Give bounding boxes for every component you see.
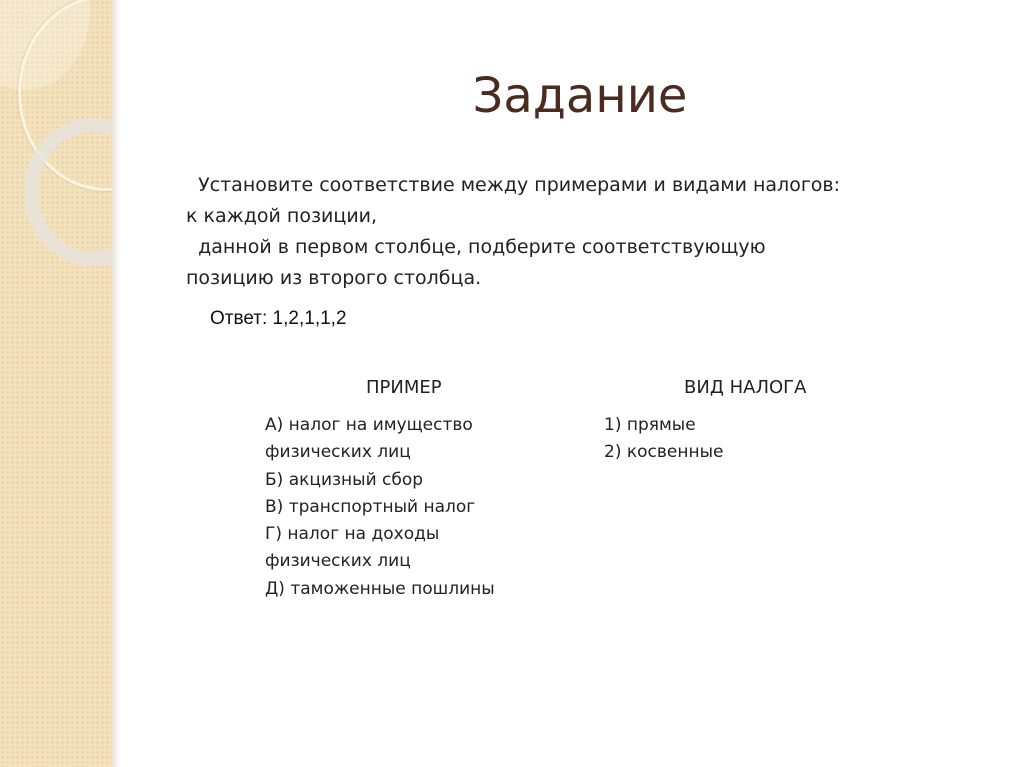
examples-list xyxy=(265,412,495,603)
list-item: Г) налог на доходы xyxy=(265,524,440,545)
right-column-header: ВИД НАЛОГА xyxy=(684,377,807,398)
tax-types-list xyxy=(604,412,723,467)
list-item: физических лиц xyxy=(265,551,411,572)
task-line: Установите соответствие между примерами и видами налогов: xyxy=(186,174,841,196)
answer-text: Ответ: 1,2,1,1,2 xyxy=(210,308,347,329)
list-item: Б) акцизный сбор xyxy=(265,469,424,490)
list-item: физических лиц xyxy=(265,442,411,463)
list-item: А) налог на имущество xyxy=(265,415,473,435)
task-line: к каждой позиции, xyxy=(186,205,378,227)
task-text xyxy=(186,170,840,294)
left-column-header: ПРИМЕР xyxy=(366,377,442,398)
list-item: 1) прямые xyxy=(604,415,696,435)
task-line: позицию из второго столбца. xyxy=(186,267,482,289)
list-item: Д) таможенные пошлины xyxy=(265,578,495,599)
list-item: В) транспортный налог xyxy=(265,496,476,517)
slide-title: Задание xyxy=(472,68,688,124)
task-line: данной в первом столбце, подберите соответствующую xyxy=(186,236,766,258)
list-item: 2) косвенные xyxy=(604,442,724,463)
